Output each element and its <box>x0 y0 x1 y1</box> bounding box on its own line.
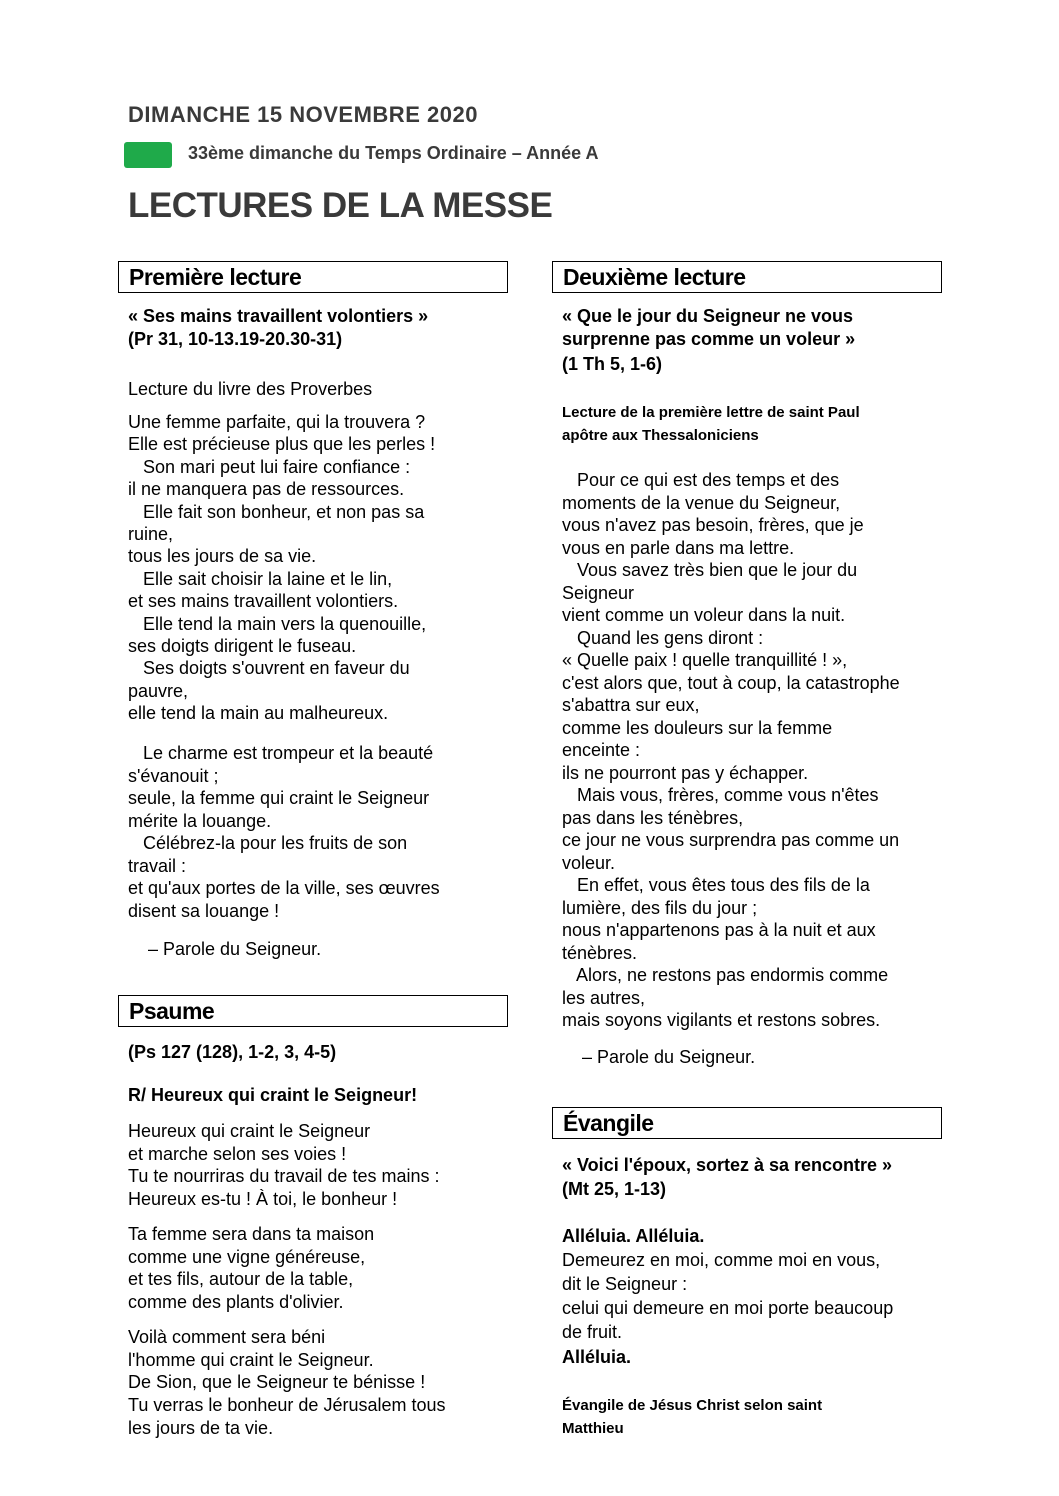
first-reading-heading: Première lecture <box>118 261 508 293</box>
psalm-line: et tes fils, autour de la table, <box>128 1269 354 1290</box>
first-reading-reference: (Pr 31, 10-13.19-20.30-31) <box>128 329 343 349</box>
first-reading-line: mérite la louange. <box>128 810 272 831</box>
gospel-heading: Évangile <box>552 1107 942 1139</box>
gospel-verse-line: celui qui demeure en moi porte beaucoup <box>562 1298 894 1318</box>
second-reading-line: lumière, des fils du jour ; <box>562 897 758 918</box>
second-reading-line: Seigneur <box>562 582 635 603</box>
second-reading-line: « Quelle paix ! quelle tranquillité ! », <box>562 650 848 670</box>
psalm-line: l'homme qui craint le Seigneur. <box>128 1349 374 1370</box>
psalm-refrain: R/ Heureux qui craint le Seigneur! <box>128 1085 418 1105</box>
second-reading-line: Alors, ne restons pas endormis comme <box>562 965 889 985</box>
first-reading-line: disent sa louange ! <box>128 900 280 921</box>
second-reading-line: Mais vous, frères, comme vous n'êtes <box>562 785 879 805</box>
gospel-intro-line1: Évangile de Jésus Christ selon saint <box>562 1397 823 1414</box>
first-reading-line: Ses doigts s'ouvrent en faveur du <box>128 658 410 679</box>
first-reading-line: Célébrez-la pour les fruits de son <box>128 833 408 853</box>
second-reading-intro-line1: Lecture de la première lettre de saint Paul <box>562 404 860 421</box>
second-reading-line: voleur. <box>562 852 616 873</box>
psalm-line: Tu te nourriras du travail de tes mains : <box>128 1166 440 1187</box>
first-reading-line: travail : <box>128 855 187 876</box>
second-reading-line: ils ne pourront pas y échapper. <box>562 762 809 783</box>
psalm-line: comme des plants d'olivier. <box>128 1292 344 1313</box>
first-reading-line: et qu'aux portes de la ville, ses œuvres <box>128 878 440 898</box>
second-reading-line: enceinte : <box>562 740 641 760</box>
second-reading-line: comme les douleurs sur la femme <box>562 717 833 738</box>
gospel-alleluia-end: Alléluia. <box>562 1347 632 1367</box>
second-reading-closing: – Parole du Seigneur. <box>582 1047 756 1067</box>
second-reading-quote-line1: « Que le jour du Seigneur ne vous <box>562 306 854 326</box>
psalm-line: Heureux es-tu ! À toi, le bonheur ! <box>128 1189 398 1210</box>
second-reading-line: Quand les gens diront : <box>562 627 764 648</box>
first-reading-line: Elle fait son bonheur, et non pas sa <box>128 501 425 522</box>
psalm-line: et marche selon ses voies ! <box>128 1143 347 1164</box>
second-reading-line: En effet, vous êtes tous des fils de la <box>562 875 870 895</box>
gospel-quote: « Voici l'époux, sortez à sa rencontre » <box>562 1155 893 1175</box>
second-reading-reference: (1 Th 5, 1-6) <box>562 354 663 374</box>
first-reading-line: elle tend la main au malheureux. <box>128 703 389 724</box>
first-reading-line: ruine, <box>128 524 174 544</box>
second-reading-line: s'abattra sur eux, <box>562 695 700 715</box>
psalm-line: De Sion, que le Seigneur te bénisse ! <box>128 1372 426 1393</box>
second-reading-line: pas dans les ténèbres, <box>562 807 744 828</box>
psalm-line: Heureux qui craint le Seigneur <box>128 1121 371 1141</box>
second-reading-line: Vous savez très bien que le jour du <box>562 560 858 580</box>
first-reading-line: seule, la femme qui craint le Seigneur <box>128 788 430 808</box>
gospel-reference: (Mt 25, 1-13) <box>562 1179 667 1199</box>
second-reading-line: les autres, <box>562 987 646 1008</box>
psalm-line: Voilà comment sera béni <box>128 1327 326 1347</box>
first-reading-line: Elle tend la main vers la quenouille, <box>128 613 427 634</box>
first-reading-line: Une femme parfaite, qui la trouvera ? <box>128 412 426 432</box>
psalm-line: les jours de ta vie. <box>128 1417 274 1438</box>
second-reading-line: vient comme un voleur dans la nuit. <box>562 605 846 625</box>
second-reading-line: vous n'avez pas besoin, frères, que je <box>562 515 864 535</box>
first-reading-line: Son mari peut lui faire confiance : <box>128 456 411 477</box>
second-reading-line: ce jour ne vous surprendra pas comme un <box>562 830 900 850</box>
first-reading-line: ses doigts dirigent le fuseau. <box>128 636 357 656</box>
second-reading-intro-line2: apôtre aux Thessaloniciens <box>562 427 759 444</box>
first-reading-line: Le charme est trompeur et la beauté <box>128 743 434 763</box>
first-reading-line: il ne manquera pas de ressources. <box>128 479 405 500</box>
gospel-verse-line: dit le Seigneur : <box>562 1274 688 1294</box>
first-reading-line: tous les jours de sa vie. <box>128 546 317 567</box>
psalm-line: Ta femme sera dans ta maison <box>128 1224 375 1244</box>
second-reading-line: moments de la venue du Seigneur, <box>562 492 841 513</box>
liturgical-subtitle: 33ème dimanche du Temps Ordinaire – Année A <box>188 143 599 163</box>
gospel-verse-line: de fruit. <box>562 1322 623 1342</box>
date-heading: DIMANCHE 15 NOVEMBRE 2020 <box>128 102 478 127</box>
first-reading-line: et ses mains travaillent volontiers. <box>128 591 399 612</box>
psalm-reference: (Ps 127 (128), 1-2, 3, 4-5) <box>128 1042 337 1062</box>
gospel-alleluia: Alléluia. Alléluia. <box>562 1226 705 1246</box>
second-reading-heading: Deuxième lecture <box>552 261 942 293</box>
gospel-verse-line: Demeurez en moi, comme moi en vous, <box>562 1250 881 1270</box>
first-reading-line: Elle sait choisir la laine et le lin, <box>128 568 393 589</box>
psalm-line: Tu verras le bonheur de Jérusalem tous <box>128 1395 446 1416</box>
first-reading-closing: – Parole du Seigneur. <box>148 939 322 959</box>
first-reading-intro: Lecture du livre des Proverbes <box>128 379 373 399</box>
second-reading-line: vous en parle dans ma lettre. <box>562 537 795 558</box>
second-reading-line: mais soyons vigilants et restons sobres. <box>562 1010 881 1030</box>
second-reading-quote-line2: surprenne pas comme un voleur » <box>562 329 856 349</box>
psalm-heading: Psaume <box>118 995 508 1027</box>
page-title: LECTURES DE LA MESSE <box>128 186 553 225</box>
first-reading-line: pauvre, <box>128 680 189 701</box>
first-reading-quote: « Ses mains travaillent volontiers » <box>128 306 429 326</box>
second-reading-line: nous n'appartenons pas à la nuit et aux <box>562 920 876 940</box>
psalm-line: comme une vigne généreuse, <box>128 1246 366 1267</box>
liturgical-color-swatch <box>124 142 172 168</box>
first-reading-line: Elle est précieuse plus que les perles ! <box>128 434 436 455</box>
first-reading-line: s'évanouit ; <box>128 765 219 786</box>
second-reading-line: c'est alors que, tout à coup, la catastrophe <box>562 672 900 693</box>
gospel-intro-line2: Matthieu <box>562 1420 624 1437</box>
second-reading-line: ténèbres. <box>562 942 638 963</box>
second-reading-line: Pour ce qui est des temps et des <box>562 470 840 490</box>
